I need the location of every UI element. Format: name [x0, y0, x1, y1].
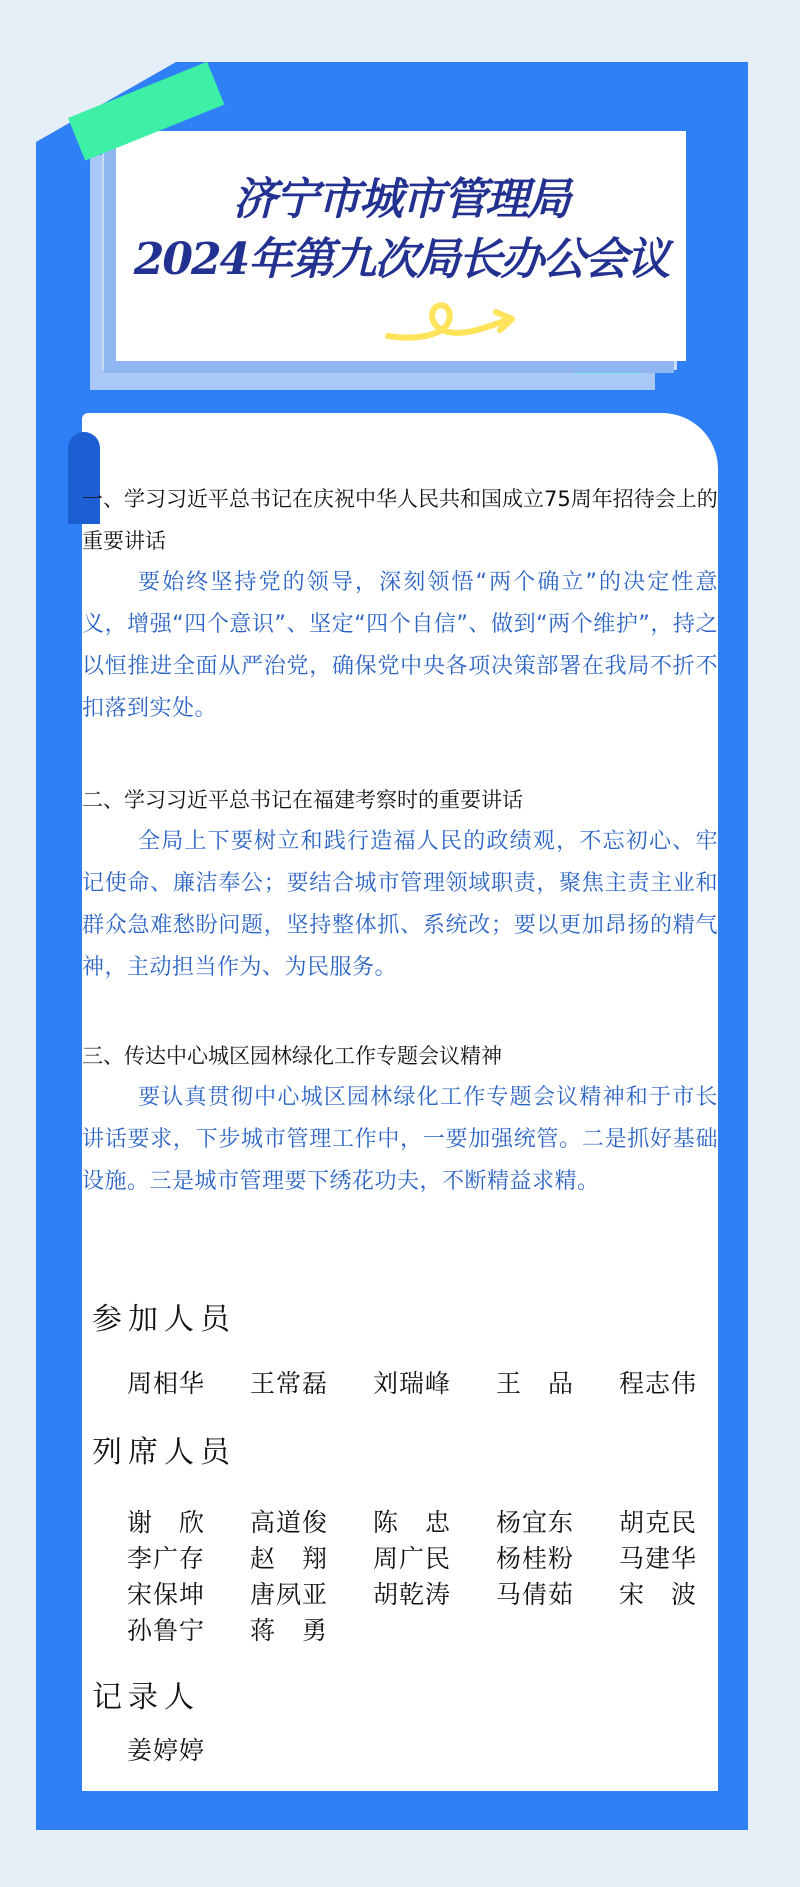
agenda-heading: 三、传达中心城区园林绿化工作专题会议精神: [82, 1044, 502, 1068]
attendee-name: 程志伟: [619, 1369, 698, 1398]
agenda-heading: 二、学习习近平总书记在福建考察时的重要讲话: [82, 788, 523, 812]
name-row: [127, 1577, 742, 1613]
agenda-heading: 一、学习习近平总书记在庆祝中华人民共和国成立75周年招待会上的重要讲话: [82, 487, 718, 553]
observer-name: 李广存: [127, 1544, 206, 1573]
observer-name: 马建华: [619, 1544, 698, 1573]
observer-name: 宋 波: [619, 1580, 698, 1609]
observer-name: 孙鲁宁: [127, 1616, 206, 1645]
observers-title: 列席人员: [92, 1435, 236, 1470]
observers-list: [127, 1505, 742, 1649]
observer-name: 胡乾涛: [373, 1580, 452, 1609]
page-title-line1: 济宁市城市管理局: [233, 174, 569, 225]
agenda-item-1: [82, 478, 718, 730]
observer-name: 蒋 勇: [250, 1616, 329, 1645]
swoosh-arrow-icon: [384, 296, 524, 348]
attendees-title: 参加人员: [92, 1302, 236, 1337]
observer-name: 唐夙亚: [250, 1580, 329, 1609]
name-row: [127, 1733, 250, 1769]
recorder-list: [127, 1733, 250, 1769]
name-row: [127, 1613, 742, 1649]
observer-name: 宋保坤: [127, 1580, 206, 1609]
attendee-name: 王常磊: [250, 1369, 329, 1398]
attendee-name: 周相华: [127, 1369, 206, 1398]
observer-name: 周广民: [373, 1544, 452, 1573]
observer-name: 杨桂粉: [496, 1544, 575, 1573]
recorder-title: 记录人: [92, 1680, 200, 1715]
name-row: [127, 1541, 742, 1577]
observer-name: 高道俊: [250, 1508, 329, 1537]
name-row: [127, 1505, 742, 1541]
observer-name: 杨宜东: [496, 1508, 575, 1537]
observer-name: 赵 翔: [250, 1544, 329, 1573]
name-row: [127, 1366, 742, 1402]
observer-name: 马倩茹: [496, 1580, 575, 1609]
observer-name: 胡克民: [619, 1508, 698, 1537]
attendee-name: 刘瑞峰: [373, 1369, 452, 1398]
agenda-body: 要始终坚持党的领导，深刻领悟“两个确立”的决定性意义，增强“四个意识”、坚定“四个自信”、做到“两个维护”，持之以恒推进全面从严治党，确保党中央各项决策部署在我局不折不扣落到实处。: [82, 570, 718, 721]
attendees-list: [127, 1366, 742, 1402]
recorder-name: 姜婷婷: [127, 1736, 206, 1765]
agenda-body: 要认真贯彻中心城区园林绿化工作专题会议精神和于市长讲话要求，下步城市管理工作中，一要加强统管。二是抓好基础设施。三是城市管理要下绣花功夫，不断精益求精。: [82, 1085, 718, 1194]
agenda-item-2: [82, 779, 718, 989]
agenda-item-3: [82, 1035, 718, 1203]
observer-name: 陈 忠: [373, 1508, 452, 1537]
observer-name: 谢 欣: [127, 1508, 206, 1537]
agenda-body: 全局上下要树立和践行造福人民的政绩观，不忘初心、牢记使命、廉洁奉公；要结合城市管理领域职责，聚焦主责主业和群众急难愁盼问题，坚持整体抓、系统改；要以更加昂扬的精气神，主动担当作为、为民服务。: [82, 829, 718, 980]
attendee-name: 王 品: [496, 1369, 575, 1398]
page-title-line2: 2024年第九次局长办公会议: [133, 234, 669, 285]
